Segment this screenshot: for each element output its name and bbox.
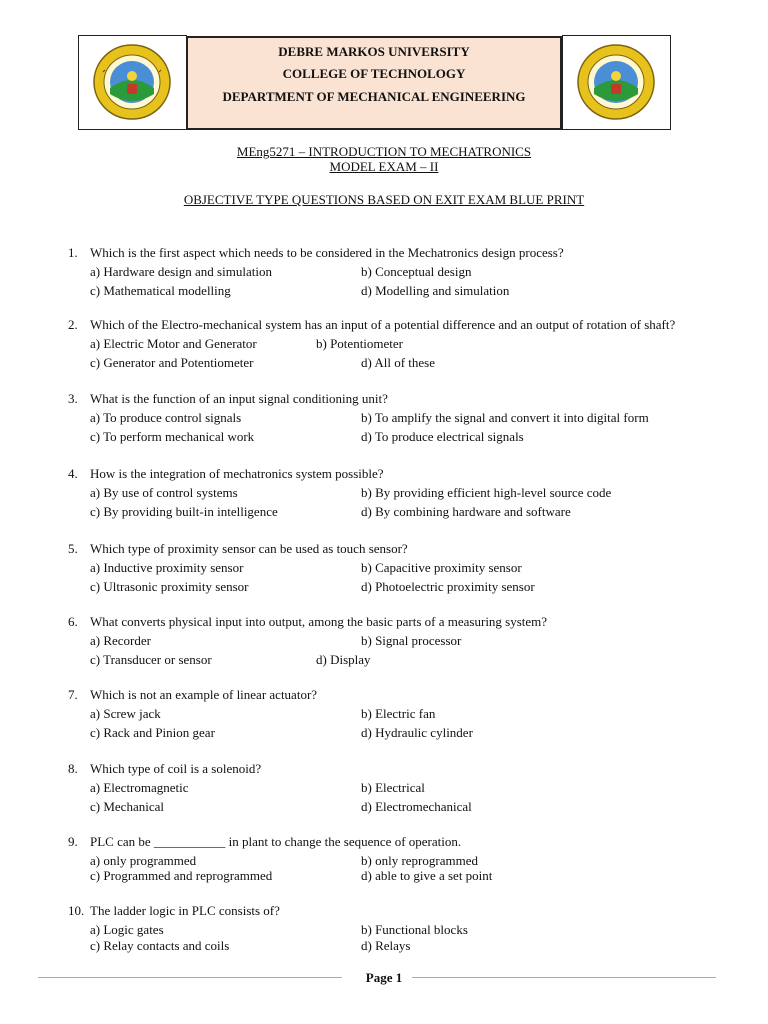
question-7 xyxy=(68,685,473,742)
university-logo-left xyxy=(78,35,187,130)
option-c: c) Relay contacts and coils xyxy=(90,938,230,953)
question-6 xyxy=(68,612,547,669)
exam-title: MODEL EXAM – II xyxy=(329,159,439,174)
option-b: b) Functional blocks xyxy=(361,922,468,937)
question-number: 5. xyxy=(68,541,78,556)
option-a: a) Electromagnetic xyxy=(90,780,189,795)
question-number: 3. xyxy=(68,391,78,406)
question-text: Which is the first aspect which needs to be considered in the Mechatronics design process? xyxy=(90,245,564,260)
option-a: a) Screw jack xyxy=(90,706,161,721)
university-seal-icon xyxy=(91,42,173,122)
question-number: 6. xyxy=(68,614,78,629)
option-a: a) Electric Motor and Generator xyxy=(90,336,257,351)
option-b: b) To amplify the signal and convert it into digital form xyxy=(361,410,649,425)
question-9 xyxy=(68,832,493,885)
option-a: a) Inductive proximity sensor xyxy=(90,560,244,575)
page-number: Page 1 xyxy=(365,970,403,985)
question-5 xyxy=(68,539,535,596)
option-d: d) Photoelectric proximity sensor xyxy=(361,579,535,594)
university-name: DEBRE MARKOS UNIVERSITY xyxy=(278,44,470,59)
question-number: 2. xyxy=(68,317,78,332)
question-number: 9. xyxy=(68,834,78,849)
option-d: d) able to give a set point xyxy=(361,868,493,883)
option-d: d) Display xyxy=(316,652,371,667)
question-number: 7. xyxy=(68,687,78,702)
question-text: PLC can be ___________ in plant to change the sequence of operation. xyxy=(90,834,462,849)
college-name: COLLEGE OF TECHNOLOGY xyxy=(282,66,466,81)
option-b: b) Conceptual design xyxy=(361,264,472,279)
university-seal-icon xyxy=(575,42,657,122)
option-a: a) Hardware design and simulation xyxy=(90,264,272,279)
option-a: a) only programmed xyxy=(90,853,197,868)
option-b: b) Electric fan xyxy=(361,706,436,721)
option-d: d) By combining hardware and software xyxy=(361,504,571,519)
question-number: 10. xyxy=(68,903,85,918)
question-1 xyxy=(68,243,564,300)
option-c: c) Generator and Potentiometer xyxy=(90,355,254,370)
option-b: b) only reprogrammed xyxy=(361,853,478,868)
option-c: c) Mechanical xyxy=(90,799,164,814)
option-b: b) Potentiometer xyxy=(316,336,404,351)
question-4 xyxy=(68,464,612,521)
institution-title-box xyxy=(186,36,562,130)
university-logo-right xyxy=(562,35,671,130)
option-a: a) Recorder xyxy=(90,633,151,648)
section-title: OBJECTIVE TYPE QUESTIONS BASED ON EXIT EXAM BLUE PRINT xyxy=(183,192,585,207)
option-d: d) To produce electrical signals xyxy=(361,429,524,444)
question-text: Which type of proximity sensor can be used as touch sensor? xyxy=(90,541,408,556)
option-b: b) By providing efficient high-level source code xyxy=(361,485,612,500)
question-text: Which of the Electro-mechanical system has an input of a potential difference and an output of rotation of shaft? xyxy=(90,317,676,332)
document-header xyxy=(78,35,675,130)
question-text: What is the function of an input signal conditioning unit? xyxy=(90,391,388,406)
option-b: b) Capacitive proximity sensor xyxy=(361,560,522,575)
option-d: d) Relays xyxy=(361,938,411,953)
question-number: 1. xyxy=(68,245,78,260)
option-b: b) Electrical xyxy=(361,780,425,795)
question-text: Which type of coil is a solenoid? xyxy=(90,761,262,776)
option-d: d) Modelling and simulation xyxy=(361,283,510,298)
question-8 xyxy=(68,759,472,816)
option-c: c) Mathematical modelling xyxy=(90,283,231,298)
question-10 xyxy=(68,901,468,954)
question-2 xyxy=(68,315,675,372)
option-c: c) Programmed and reprogrammed xyxy=(90,868,273,883)
option-d: d) All of these xyxy=(361,355,436,370)
option-a: a) Logic gates xyxy=(90,922,164,937)
question-3 xyxy=(68,389,649,446)
option-c: c) Ultrasonic proximity sensor xyxy=(90,579,249,594)
option-c: c) By providing built-in intelligence xyxy=(90,504,278,519)
option-b: b) Signal processor xyxy=(361,633,462,648)
question-text: What converts physical input into output, among the basic parts of a measuring system? xyxy=(90,614,548,629)
option-c: c) To perform mechanical work xyxy=(90,429,255,444)
option-a: a) By use of control systems xyxy=(90,485,238,500)
question-text: The ladder logic in PLC consists of? xyxy=(90,903,280,918)
course-title: MEng5271 – INTRODUCTION TO MECHATRONICS xyxy=(236,144,532,159)
question-text: Which is not an example of linear actuator? xyxy=(90,687,318,702)
question-text: How is the integration of mechatronics system possible? xyxy=(90,466,384,481)
question-number: 4. xyxy=(68,466,78,481)
question-number: 8. xyxy=(68,761,78,776)
option-c: c) Rack and Pinion gear xyxy=(90,725,215,740)
option-a: a) To produce control signals xyxy=(90,410,242,425)
option-d: d) Hydraulic cylinder xyxy=(361,725,473,740)
option-c: c) Transducer or sensor xyxy=(90,652,212,667)
department-name: DEPARTMENT OF MECHANICAL ENGINEERING xyxy=(222,89,526,104)
option-d: d) Electromechanical xyxy=(361,799,472,814)
